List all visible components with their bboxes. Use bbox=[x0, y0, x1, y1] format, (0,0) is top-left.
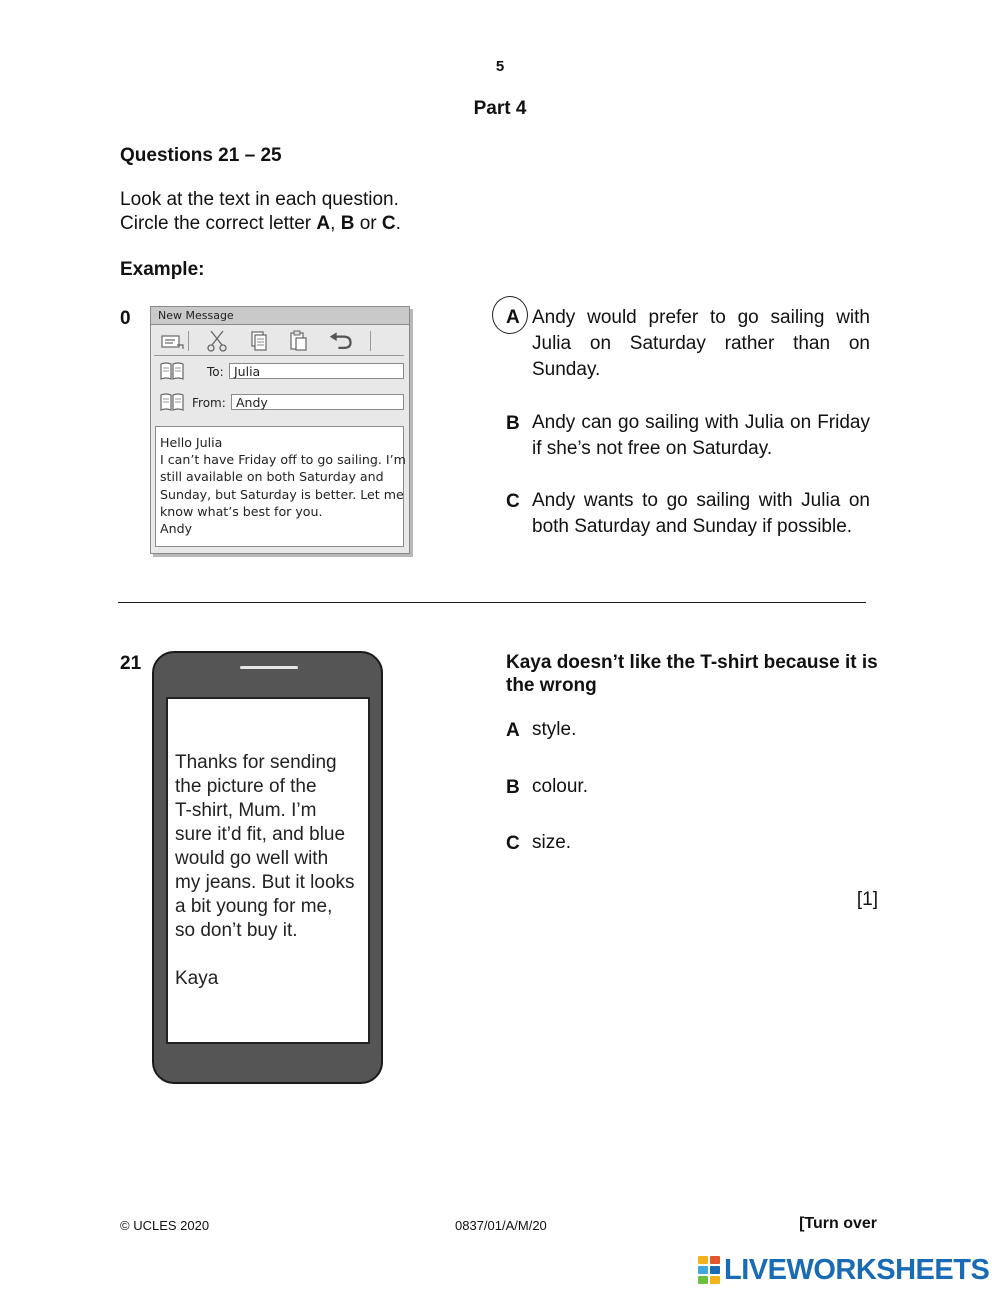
phone-screen bbox=[166, 697, 370, 1044]
sms-line: so don’t buy it. bbox=[175, 920, 298, 941]
sms-signature: Kaya bbox=[175, 968, 219, 989]
copy-icon[interactable] bbox=[246, 329, 272, 353]
sms-line: would go well with bbox=[175, 848, 329, 869]
email-titlebar: New Message bbox=[151, 307, 409, 325]
address-book-icon[interactable] bbox=[159, 361, 185, 381]
sms-line: the picture of the bbox=[175, 776, 317, 797]
email-body-line: still available on both Saturday and bbox=[160, 469, 384, 485]
instruction-letter-b: B bbox=[340, 213, 355, 234]
footer-turn-over: [Turn over bbox=[799, 1215, 877, 1232]
from-field[interactable]: Andy bbox=[231, 394, 404, 410]
phone-speaker bbox=[240, 666, 298, 669]
send-icon[interactable] bbox=[160, 329, 186, 353]
email-body-line: Sunday, but Saturday is better. Let me bbox=[160, 486, 404, 502]
sms-line: sure it’d fit, and blue bbox=[175, 824, 346, 845]
instruction-text: Circle the correct letter bbox=[120, 213, 317, 234]
question-21-mark: [1] bbox=[856, 889, 878, 910]
to-label: To: bbox=[207, 365, 224, 379]
example-option-c-letter[interactable]: C bbox=[506, 491, 520, 512]
question-21-number: 21 bbox=[120, 653, 142, 674]
paste-icon[interactable] bbox=[286, 329, 312, 353]
example-label: Example: bbox=[120, 259, 205, 280]
sms-line: T-shirt, Mum. I’m bbox=[175, 800, 317, 821]
email-window bbox=[150, 306, 410, 554]
from-row bbox=[159, 392, 405, 414]
question-21-stem: Kaya doesn’t like the T-shirt because it is the wrong bbox=[506, 652, 878, 696]
instruction-period: . bbox=[395, 213, 401, 234]
instruction-line-2 bbox=[120, 213, 401, 235]
email-body-line: know what’s best for you. bbox=[160, 503, 323, 519]
questions-heading: Questions 21 – 25 bbox=[120, 145, 282, 166]
sms-line: my jeans. But it looks bbox=[175, 872, 355, 893]
question-21-option-c-letter[interactable]: C bbox=[506, 833, 520, 854]
liveworksheets-logo bbox=[698, 1254, 989, 1286]
sms-line: Thanks for sending bbox=[175, 752, 337, 773]
instruction-line-1: Look at the text in each question. bbox=[120, 189, 399, 210]
sms-spacer bbox=[175, 943, 368, 967]
watermark-text: LIVEWORKSHEETS bbox=[724, 1253, 990, 1286]
address-book-icon[interactable] bbox=[159, 392, 185, 412]
example-option-b-text[interactable]: Andy can go sailing with Julia on Friday if she’s not free on Saturday. bbox=[532, 412, 870, 459]
instruction-letter-c: C bbox=[381, 213, 396, 234]
email-body-line: Andy bbox=[160, 521, 193, 537]
logo-blocks-icon bbox=[710, 1255, 720, 1285]
question-21-option-a-letter[interactable]: A bbox=[506, 720, 520, 741]
question-21-option-a-text[interactable]: style. bbox=[532, 719, 577, 740]
instruction-comma: , bbox=[330, 213, 341, 234]
example-number: 0 bbox=[120, 308, 131, 329]
part-title: Part 4 bbox=[473, 98, 527, 119]
toolbar-separator bbox=[370, 331, 371, 351]
footer-paper-code: 0837/01/A/M/20 bbox=[455, 1218, 547, 1233]
example-option-a-letter[interactable]: A bbox=[506, 307, 520, 328]
page-number: 5 bbox=[495, 58, 505, 75]
example-option-c-text[interactable]: Andy wants to go sailing with Julia on both Saturday and Sunday if possible. bbox=[532, 490, 870, 537]
question-21-option-b-text[interactable]: colour. bbox=[532, 776, 588, 797]
instruction-or: or bbox=[354, 213, 382, 234]
example-option-b-letter[interactable]: B bbox=[506, 413, 520, 434]
phone-mockup bbox=[152, 651, 383, 1084]
example-option-a-text[interactable]: Andy would prefer to go sailing with Julia on Saturday rather than on Sunday. bbox=[532, 307, 870, 380]
question-21-option-c-text[interactable]: size. bbox=[532, 832, 572, 853]
sms-line: a bit young for me, bbox=[175, 896, 333, 917]
undo-icon[interactable] bbox=[328, 329, 354, 353]
section-divider bbox=[118, 602, 866, 603]
email-body-line: Hello Julia bbox=[160, 435, 223, 450]
to-row bbox=[159, 361, 405, 383]
footer-copyright: © UCLES 2020 bbox=[120, 1218, 210, 1233]
logo-blocks-icon bbox=[698, 1255, 708, 1285]
toolbar-separator bbox=[188, 331, 189, 351]
question-21-option-b-letter[interactable]: B bbox=[506, 777, 520, 798]
email-body bbox=[155, 426, 404, 547]
to-field[interactable]: Julia bbox=[229, 363, 404, 379]
email-toolbar bbox=[154, 327, 404, 356]
instruction-letter-a: A bbox=[316, 213, 331, 234]
from-label: From: bbox=[192, 396, 226, 410]
email-body-line: I can’t have Friday off to go sailing. I’m bbox=[160, 452, 406, 468]
cut-icon[interactable] bbox=[204, 329, 230, 353]
